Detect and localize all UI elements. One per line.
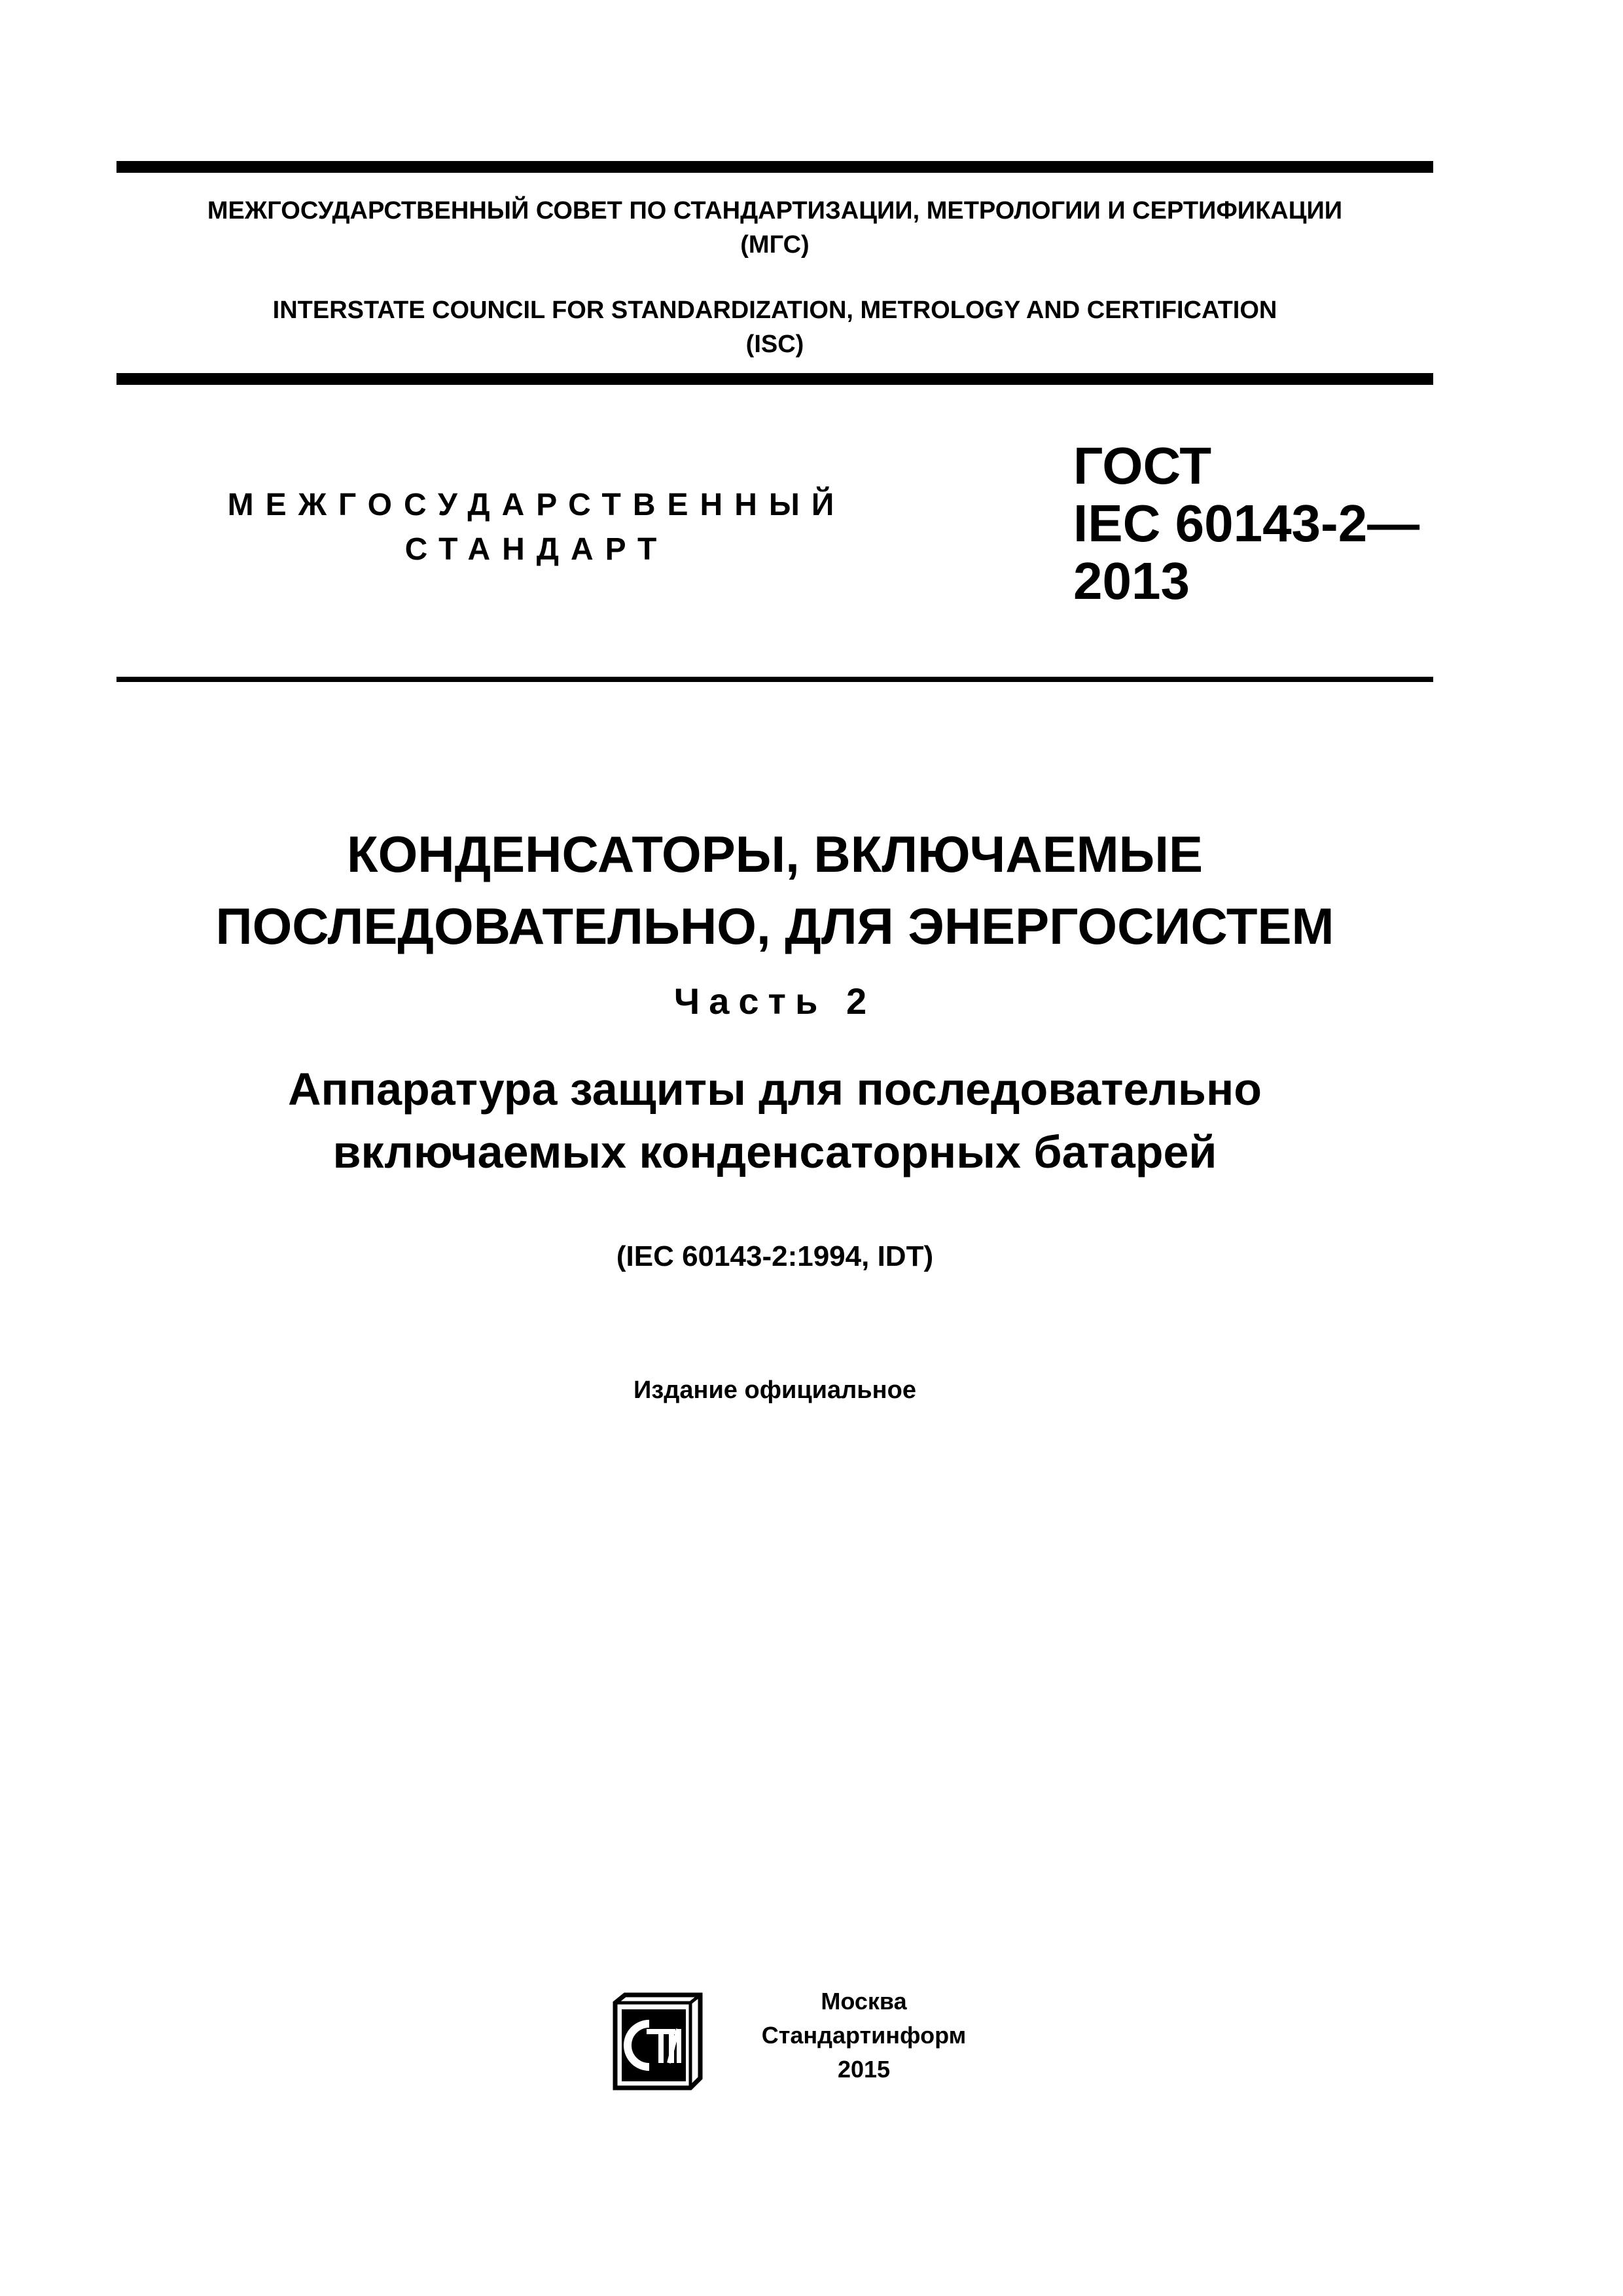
council-name-ru bbox=[116, 194, 1433, 262]
gost-code-line2: IEC 60143-2— bbox=[1073, 494, 1420, 552]
part-label: Часть 2 bbox=[673, 980, 876, 1022]
top-rule bbox=[116, 161, 1433, 173]
standard-type bbox=[209, 483, 864, 572]
gost-code bbox=[1073, 437, 1427, 610]
standard-type-line1: МЕЖГОСУДАРСТВЕННЫЙ bbox=[227, 488, 846, 522]
council-name-en bbox=[116, 293, 1433, 361]
council-abbr-en: (ISC) bbox=[745, 331, 804, 358]
standard-type-line2: СТАНДАРТ bbox=[404, 532, 669, 567]
council-name-en-line1: INTERSTATE COUNCIL FOR STANDARDIZATION, METROLOGY AND CERTIFICATION bbox=[272, 296, 1277, 324]
standartinform-logo-icon bbox=[609, 1990, 707, 2094]
iec-reference: (IEC 60143-2:1994, IDT) bbox=[616, 1240, 934, 1272]
code-bottom-rule bbox=[116, 677, 1433, 682]
document-subtitle-line2: включаемых конденсаторных батарей bbox=[332, 1126, 1217, 1177]
council-abbr-ru: (МГС) bbox=[740, 231, 810, 259]
council-name-ru-line1: МЕЖГОСУДАРСТВЕННЫЙ СОВЕТ ПО СТАНДАРТИЗАЦИИ, МЕТРОЛОГИИ И СЕРТИФИКАЦИИ bbox=[207, 197, 1343, 224]
gost-code-line1: ГОСТ bbox=[1073, 437, 1212, 495]
edition-note: Издание официальное bbox=[633, 1376, 916, 1404]
gost-code-line3: 2013 bbox=[1073, 552, 1190, 610]
publisher-block bbox=[609, 1984, 1014, 2102]
document-title bbox=[116, 818, 1433, 962]
document-title-line1: КОНДЕНСАТОРЫ, ВКЛЮЧАЕМЫЕ bbox=[346, 825, 1204, 883]
document-title-line2: ПОСЛЕДОВАТЕЛЬНО, ДЛЯ ЭНЕРГОСИСТЕМ bbox=[215, 897, 1334, 955]
header-bottom-rule bbox=[116, 373, 1433, 385]
publisher-text bbox=[713, 1984, 1014, 2087]
publisher-year: 2015 bbox=[837, 2056, 891, 2083]
publisher-city: Москва bbox=[821, 1988, 907, 2015]
publisher-name: Стандартинформ bbox=[761, 2022, 967, 2049]
document-subtitle bbox=[116, 1058, 1433, 1183]
document-subtitle-line1: Аппаратура защиты для последовательно bbox=[287, 1064, 1262, 1115]
